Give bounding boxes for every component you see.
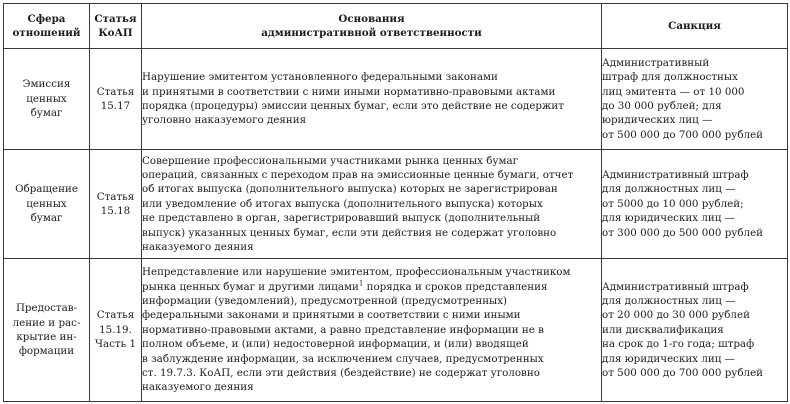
basis-line — [142, 280, 601, 294]
sanction-line: или дисквалификация — [602, 323, 724, 336]
basis-line: Непредставление или нарушение эмитентом, профессиональным участником — [142, 266, 571, 279]
header-sanction — [602, 4, 788, 49]
header-basis-line: Основания — [338, 12, 405, 25]
article-line: 15.18 — [100, 205, 131, 217]
sanction-line: лиц эмитента — от 10 000 — [602, 85, 745, 98]
sphere-line: ценных — [26, 92, 67, 105]
basis-line: и принятыми в соответствии с ними иными нормативно-правовыми актами — [142, 85, 556, 98]
sphere-cell — [4, 150, 90, 259]
basis-line: полном объеме, и (или) недостоверной информации, и (или) вводящей — [142, 338, 529, 351]
basis-line: в заблуждение информации, за исключением случаев, предусмотренных — [142, 352, 544, 365]
sanction-line: от 5000 до 10 000 рублей; — [602, 197, 744, 210]
sanction-line: от 300 000 до 500 000 рублей — [602, 226, 764, 239]
article-line: Статья — [96, 309, 135, 322]
sanction-line: юридических лиц — — [602, 114, 713, 127]
header-article — [90, 4, 142, 49]
sanctions-table — [3, 3, 788, 402]
basis-line: об итогах выпуска (дополнительного выпуска) которых не зарегистрирован — [142, 183, 558, 196]
sanction-cell — [602, 49, 788, 150]
header-basis-line: административной ответственности — [261, 27, 482, 39]
header-row — [4, 4, 788, 49]
sanction-line: штраф для должностных — [602, 71, 738, 84]
sphere-line: Обращение — [15, 183, 78, 196]
basis-line: ст. 19.7.3. КоАП, если эти действия (бездействие) не содержат уголовно — [142, 367, 540, 380]
basis-line: наказуемого деяния — [142, 241, 254, 254]
sanction-line: от 500 000 до 700 000 рублей — [602, 128, 764, 141]
basis-line: Нарушение эмитентом установленного федеральными законами — [142, 71, 498, 84]
header-basis — [142, 4, 602, 49]
sphere-line: формации — [18, 345, 75, 358]
sanction-line: для должностных лиц — — [602, 183, 736, 196]
table-row — [4, 259, 788, 402]
basis-line: операций, связанных с переходом прав на эмиссионные ценные бумаги, отчет — [142, 168, 574, 181]
sanction-line: от 20 000 до 30 000 рублей — [602, 309, 750, 322]
basis-line: не представлено в орган, зарегистрировавший выпуск (дополнительный — [142, 212, 541, 225]
sanction-cell — [602, 150, 788, 259]
article-cell — [90, 150, 142, 259]
header-article-line: КоАП — [98, 27, 133, 39]
header-article-line: Статья — [94, 12, 137, 25]
sphere-line: ценных — [26, 197, 67, 210]
sphere-line: Предостав- — [15, 302, 78, 315]
basis-line: или уведомление об итогах выпуска (дополнительного выпуска) которых — [142, 197, 543, 210]
sanction-line: до 30 000 рублей; для — [602, 100, 722, 112]
sanction-line: для юридических лиц — — [602, 212, 735, 225]
basis-line: нормативно-правовыми актами, а равно представление информации не в — [142, 323, 544, 336]
sanction-line: от 500 000 до 700 000 рублей — [602, 367, 764, 380]
article-cell — [90, 259, 142, 402]
article-line: Статья — [96, 190, 135, 203]
sphere-line: бумаг — [30, 212, 63, 225]
basis-line: федеральными законами и принятыми в соответствии с ними иными — [142, 309, 521, 322]
sanction-line: Административный штраф — [602, 168, 749, 181]
basis-line: выпуск) указанных ценных бумаг, если эти действия не содержат уголовно — [142, 226, 557, 239]
basis-line: информации (уведомлений), предусмотренной (предусмотренных) — [142, 294, 508, 307]
sphere-cell — [4, 259, 90, 402]
header-sanction-line: Санкция — [668, 19, 721, 32]
table-row — [4, 150, 788, 259]
sanction-line: Административный — [602, 56, 710, 69]
article-line: 15.17 — [100, 100, 131, 112]
sphere-cell — [4, 49, 90, 150]
sphere-line: бумаг — [30, 107, 63, 120]
sanction-line: для юридических лиц — — [602, 352, 735, 365]
sanction-cell — [602, 259, 788, 402]
sanction-line: на срок до 1-го года; штраф — [602, 338, 755, 351]
article-line: 15.19. — [99, 323, 132, 336]
sphere-line: Эмиссия — [22, 78, 71, 91]
sphere-line: крытие ин- — [16, 331, 77, 343]
sphere-line: ление и рас- — [12, 316, 81, 329]
header-sphere — [4, 4, 90, 49]
article-line: Часть 1 — [95, 338, 136, 351]
header-sphere-line: отношений — [12, 27, 81, 39]
article-cell — [90, 49, 142, 150]
basis-line-part: порядка и сроков представления — [363, 280, 548, 293]
table-row — [4, 49, 788, 150]
basis-line: Совершение профессиональными участниками рынка ценных бумаг — [142, 154, 519, 167]
basis-cell — [142, 259, 602, 402]
basis-line: порядка (процедуры) эмиссии ценных бумаг, если это действие не содержит — [142, 100, 564, 112]
basis-line: уголовно наказуемого деяния — [142, 114, 307, 127]
basis-cell — [142, 49, 602, 150]
sanction-line: Административный штраф — [602, 280, 749, 293]
sanction-line: для должностных лиц — — [602, 294, 736, 307]
basis-line-part: рынка ценных бумаг и другими лицами — [142, 280, 359, 293]
footnote-marker: 1 — [358, 279, 364, 288]
basis-line: наказуемого деяния — [142, 381, 254, 394]
basis-cell — [142, 150, 602, 259]
header-sphere-line: Сфера — [27, 12, 66, 25]
article-line: Статья — [96, 85, 135, 98]
